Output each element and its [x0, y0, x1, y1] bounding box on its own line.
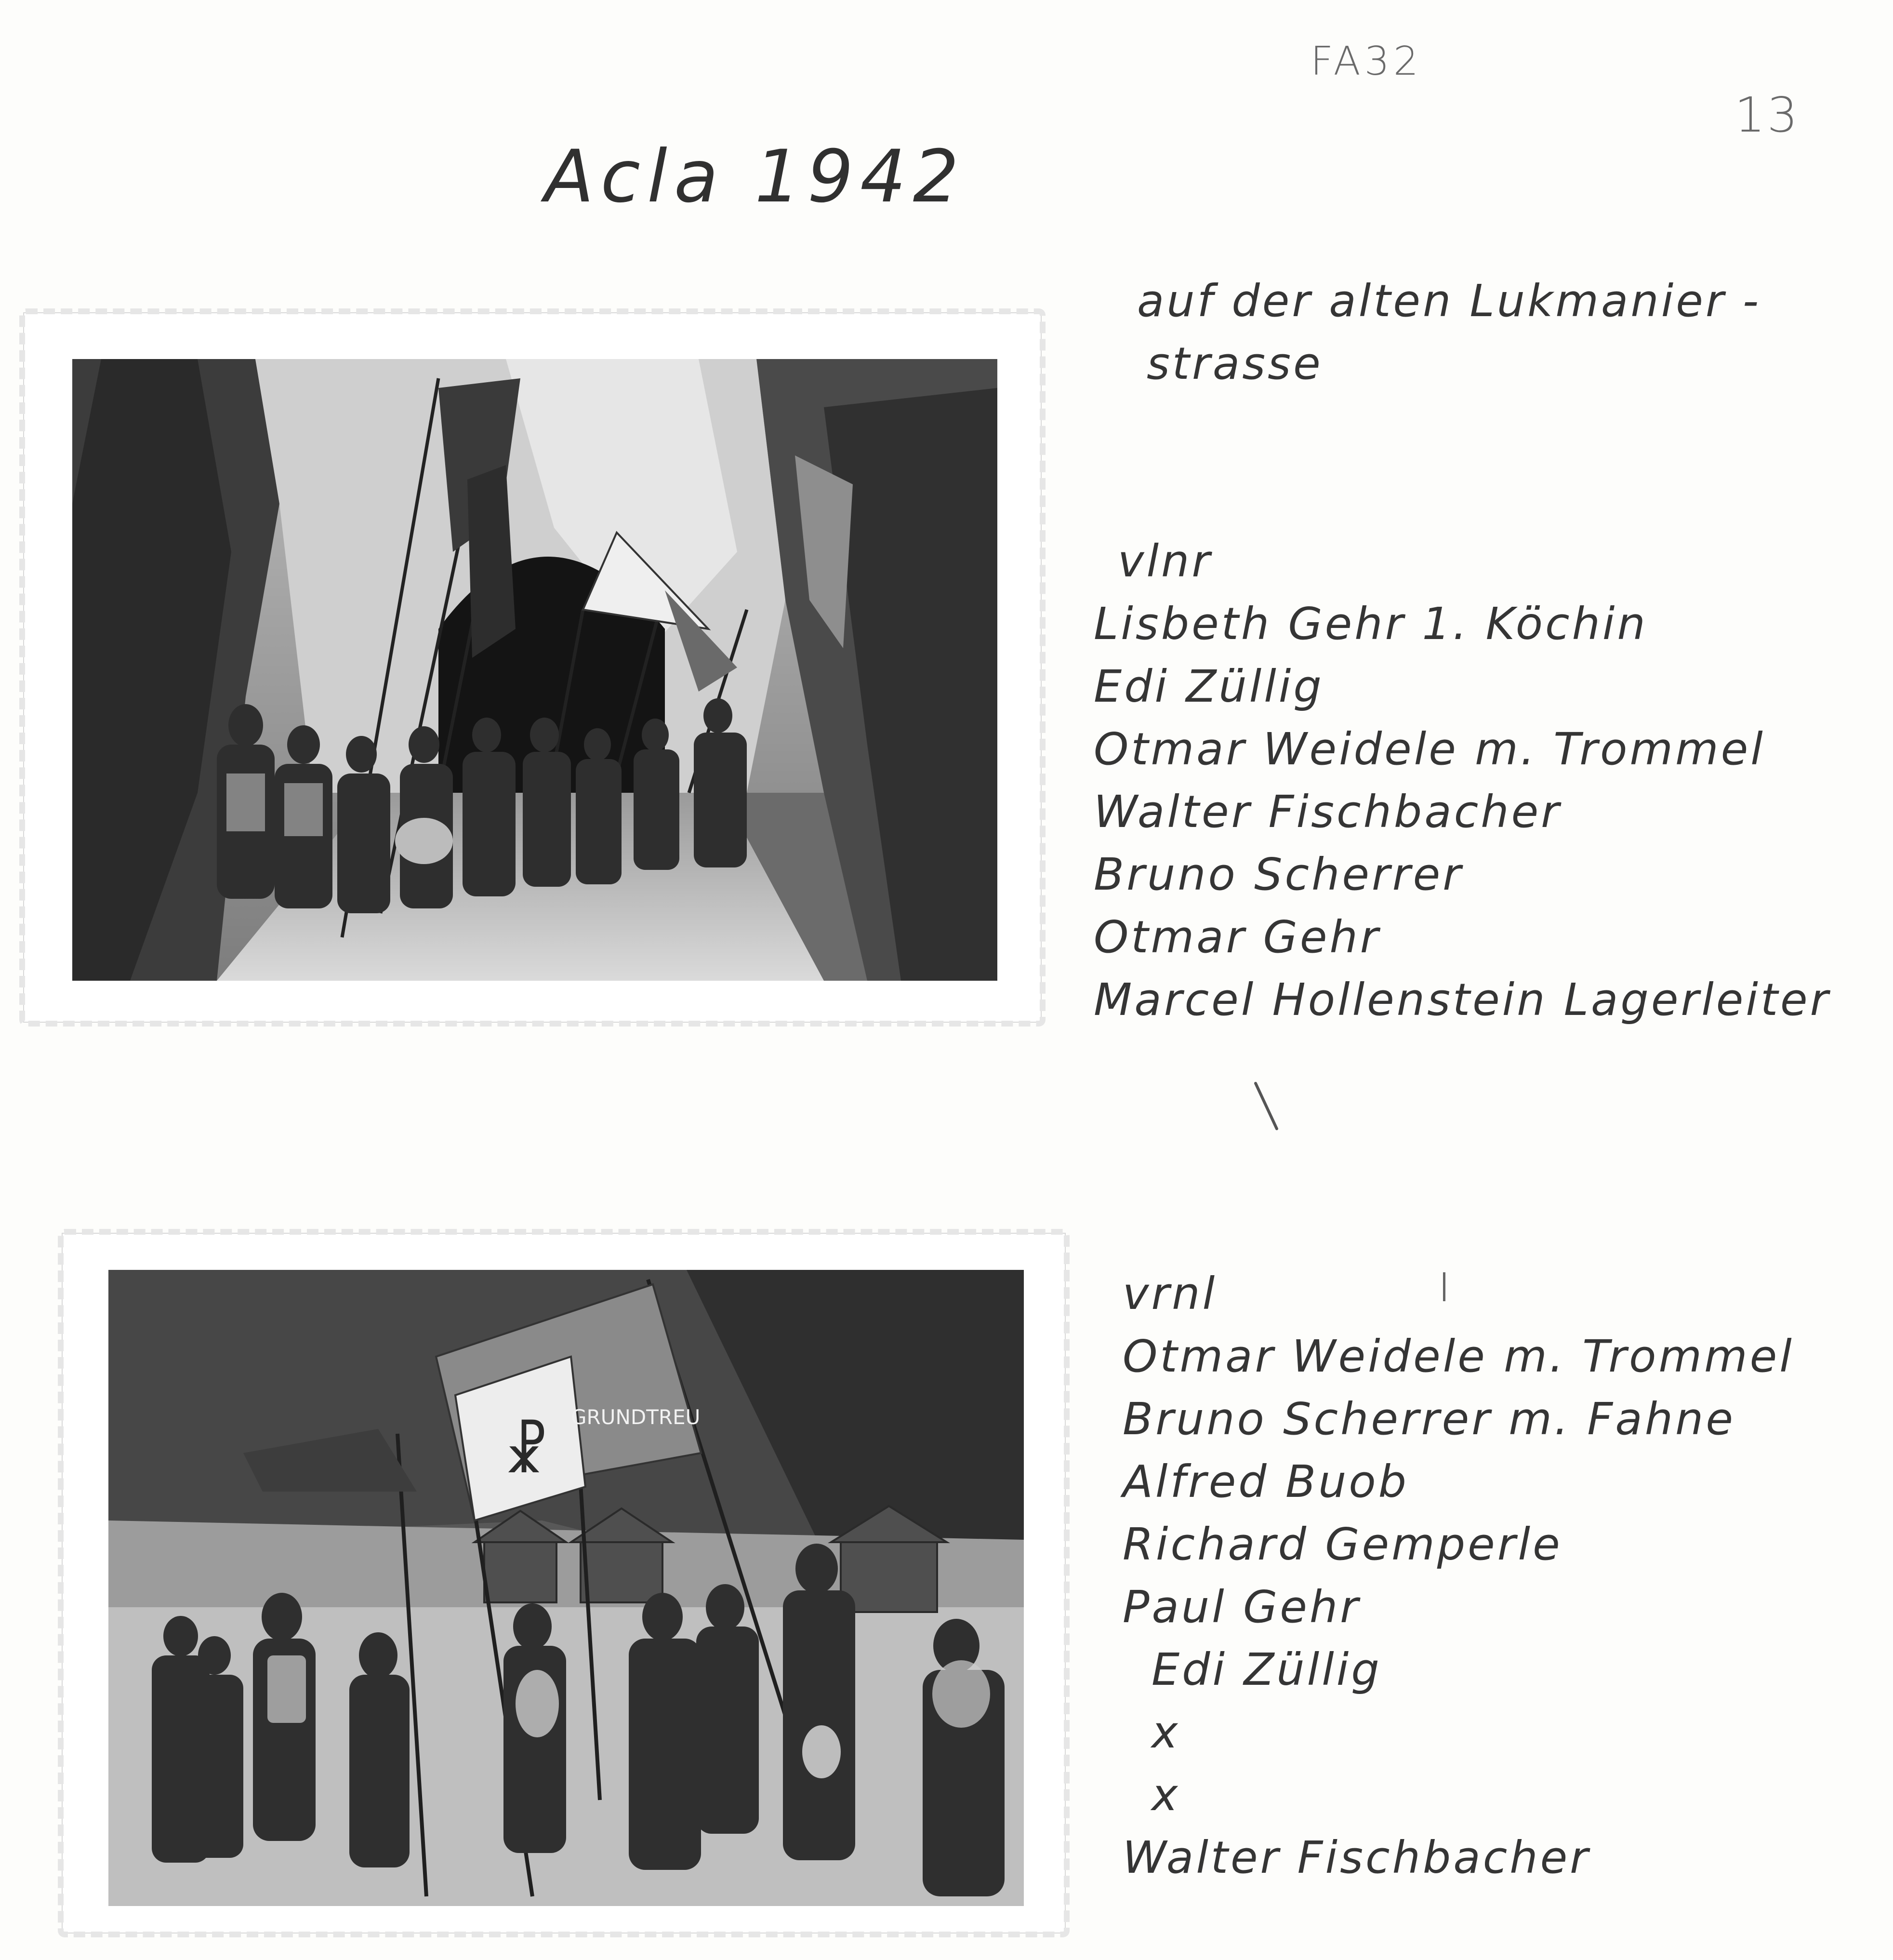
caption-name: Richard Gemperle	[1123, 1519, 1562, 1570]
page-number: 13	[1734, 87, 1800, 143]
caption-order: vlnr	[1118, 535, 1213, 587]
caption-name: Otmar Weidele m. Trommel	[1094, 723, 1765, 775]
caption-name: Bruno Scherrer m. Fahne	[1123, 1393, 1735, 1445]
photo-2-frame	[63, 1234, 1065, 1933]
photo-1-frame	[24, 313, 1041, 1022]
caption-name: Walter Fischbacher	[1123, 1832, 1591, 1883]
caption-line: strasse	[1147, 338, 1323, 389]
caption-name: Alfred Buob	[1123, 1456, 1409, 1507]
pencil-stroke-mark	[1254, 1081, 1279, 1131]
caption-line: auf der alten Lukmanier -	[1137, 275, 1761, 327]
photo-1-location-caption	[1137, 270, 1761, 395]
caption-name: Otmar Weidele m. Trommel	[1123, 1331, 1794, 1382]
chi-rho-symbol: ☧	[503, 1419, 549, 1486]
caption-name: Bruno Scherrer	[1094, 849, 1464, 900]
caption-name: Edi Züllig	[1094, 661, 1324, 712]
album-page-title: Acla 1942	[544, 135, 966, 219]
photo-1-image	[72, 359, 997, 981]
caption-name: Walter Fischbacher	[1094, 786, 1562, 838]
caption-name: x	[1152, 1769, 1180, 1821]
photo-1-names-caption	[1094, 530, 1830, 1031]
caption-order: vrnl	[1123, 1268, 1218, 1320]
caption-name: Paul Gehr	[1123, 1581, 1361, 1633]
caption-name: Otmar Gehr	[1094, 911, 1381, 963]
archive-code: FA32	[1311, 39, 1423, 84]
photo-procession-in-gorge	[72, 359, 997, 981]
banner-text: GRUNDTREU	[571, 1405, 701, 1429]
photo-group-with-banners	[108, 1270, 1024, 1906]
caption-name: Edi Züllig	[1152, 1644, 1382, 1695]
photo-2-names-caption	[1123, 1263, 1794, 1889]
caption-name: Lisbeth Gehr 1. Köchin	[1094, 598, 1648, 650]
caption-name: x	[1152, 1707, 1180, 1758]
caption-name: Marcel Hollenstein Lagerleiter	[1094, 974, 1831, 1026]
photo-2-image	[108, 1270, 1024, 1906]
